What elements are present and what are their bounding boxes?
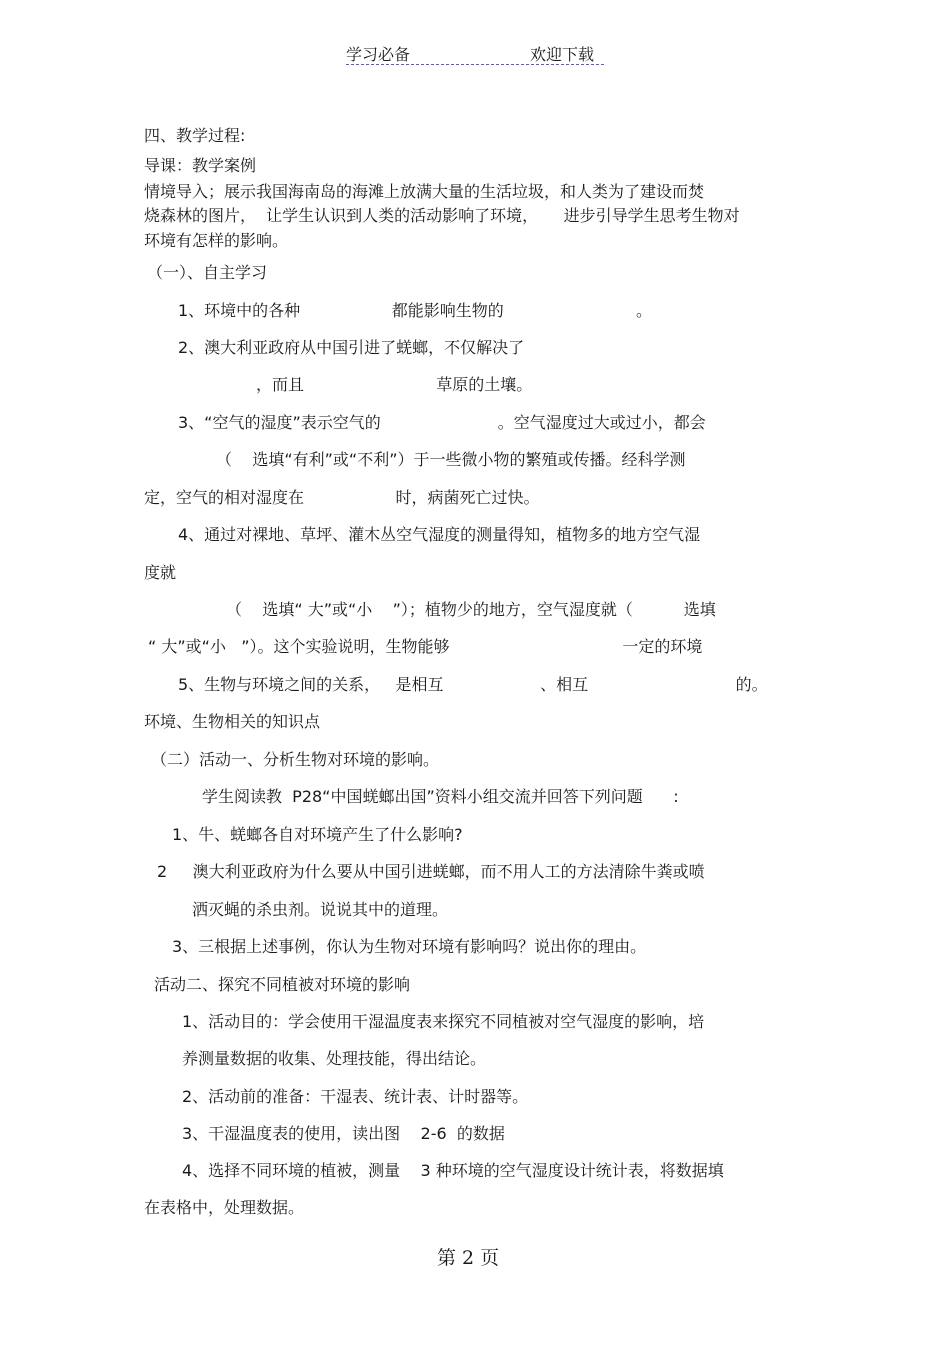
question-line: 1、环境中的各种 都能影响生物的 。	[178, 301, 652, 320]
section-heading: （一）、自主学习	[147, 263, 268, 282]
section-heading: （二）活动一、分析生物对环境的影响。	[151, 750, 440, 769]
question-line: 洒灭蝇的杀虫剂。说说其中的道理。	[192, 900, 449, 919]
question-line: 3、干湿温度表的使用，读出图 2-6 的数据	[182, 1124, 505, 1143]
header-left-text: 学习必备	[346, 45, 411, 64]
question-line: 5、生物与环境之间的关系， 是相互 、相互 的。	[178, 675, 768, 694]
question-line: 3、“空气的湿度”表示空气的 。空气湿度过大或过小，都会	[178, 413, 706, 432]
question-line: 度就	[144, 563, 177, 582]
question-line: “ 大”或“小 ”）。这个实验说明，生物能够 一定的环境	[148, 637, 703, 656]
text-line: 导课：教学案例	[144, 156, 257, 175]
question-line: 在表格中，处理数据。	[144, 1198, 305, 1217]
question-line: 4、选择不同环境的植被，测量 3 种环境的空气湿度设计统计表，将数据填	[182, 1161, 724, 1180]
page-header	[346, 42, 604, 66]
question-line: ，而且 草原的土壤。	[256, 375, 533, 394]
question-line: 2、活动前的准备：干湿表、统计表、计时器等。	[182, 1087, 529, 1106]
question-line: 3、三根据上述事例，你认为生物对环境有影响吗？说出你的理由。	[172, 937, 647, 956]
section-heading: 四、教学过程:	[144, 126, 246, 145]
text-line: 烧森林的图片， 让学生认识到人类的活动影响了环境， 进步引导学生思考生物对	[144, 206, 740, 225]
question-line: 养测量数据的收集、处理技能，得出结论。	[182, 1049, 487, 1068]
header-divider	[346, 64, 604, 65]
question-line: 2 澳大利亚政府为什么要从中国引进蜣螂，而不用人工的方法清除牛粪或喷	[157, 862, 705, 881]
text-line: 环境、生物相关的知识点	[144, 712, 321, 731]
question-line: （ 选填“有利”或“不利”）于一些微小物的繁殖或传播。经科学测	[216, 450, 686, 469]
text-line: 学生阅读教 P28“中国蜣螂出国”资料小组交流并回答下列问题 :	[202, 787, 679, 806]
text-line: 环境有怎样的影响。	[144, 231, 289, 250]
question-line: 2、澳大利亚政府从中国引进了蜣螂，不仅解决了	[178, 338, 525, 357]
question-line: 1、牛、蜣螂各自对环境产生了什么影响?	[172, 825, 463, 844]
question-line: 4、通过对裸地、草坪、灌木丛空气湿度的测量得知，植物多的地方空气湿	[178, 525, 701, 544]
header-right-text: 欢迎下载	[530, 45, 595, 64]
question-line: 定，空气的相对湿度在 时，病菌死亡过快。	[144, 488, 540, 507]
text-line: 情境导入；展示我国海南岛的海滩上放满大量的生活垃圾，和人类为了建设而焚	[144, 182, 705, 201]
question-line: （ 选填“ 大”或“小 ”）；植物少的地方，空气湿度就（ 选填	[226, 600, 716, 619]
page-number: 第 2 页	[437, 1247, 500, 1269]
section-heading: 活动二、探究不同植被对环境的影响	[154, 975, 411, 994]
question-line: 1、活动目的：学会使用干湿温度表来探究不同植被对空气湿度的影响，培	[182, 1012, 705, 1031]
